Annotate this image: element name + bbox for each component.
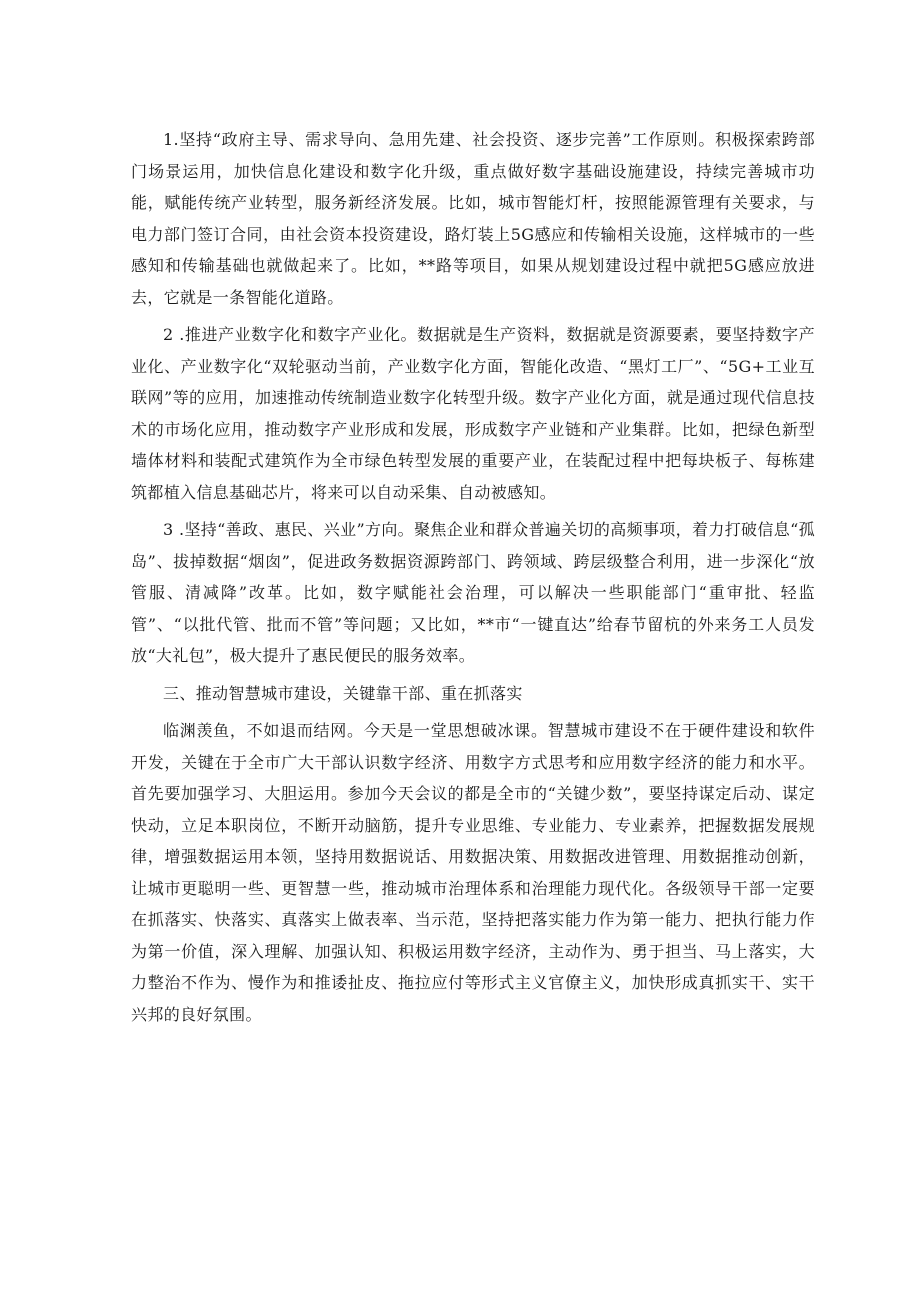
section-heading: 三、推动智慧城市建设，关键靠干部、重在抓落实 xyxy=(163,683,523,703)
paragraph-4: 临渊羡鱼，不如退而结网。今天是一堂思想破冰课。智慧城市建设不在于硬件建设和软件开发，关键在于全市广大干部认识数字经济、用数字方式思考和应用数字经济的能力和水平。首先要加强学习、大胆运用。参加今天会议的都是全市的“关键少数”，要坚持谋定后动、谋定快动，立足本职岗位，不断开动脑筋，提升专业思维、专业能力、专业素养，把握数据发展规律，增强数据运用本领，坚持用数据说话、用数据决策、用数据改进管理、用数据推动创新，让城市更聪明一些、更智慧一些，推动城市治理体系和治理能力现代化。各级领导干部一定要在抓落实、快落实、真落实上做表率、当示范，坚持把落实能力作为第一能力、把执行能力作为第一价值，深入理解、加强认知、积极运用数字经济，主动作为、勇于担当、马上落实，大力整治不作为、慢作为和推诿扯皮、拖拉应付等形式主义官僚主义，加快形成真抓实干、实干兴邦的良好氛围。 xyxy=(131,721,815,1024)
paragraph-3: 3 .坚持“善政、惠民、兴业”方向。聚焦企业和群众普遍关切的高频事项，着力打破信息“孤岛”、拔掉数据“烟囱”，促进政务数据资源跨部门、跨领域、跨层级整合利用，进一步深化“放管服、清减降”改革。比如，数字赋能社会治理，可以解决一些职能部门“重审批、轻监管”、“以批代管、批而不管”等问题；又比如，**市“一键直达”给春节留杭的外来务工人员发放“大礼包”，极大提升了惠民便民的服务效率。 xyxy=(131,520,815,665)
paragraph-1: 1.坚持“政府主导、需求导向、急用先建、社会投资、逐步完善”工作原则。积极探索跨部门场景运用，加快信息化建设和数字化升级，重点做好数字基础设施建设，持续完善城市功能，赋能传统产业转型，服务新经济发展。比如，城市智能灯杆，按照能源管理有关要求，与电力部门签订合同，由社会资本投资建设，路灯装上5G感应和传输相关设施，这样城市的一些感知和传输基础也就做起来了。比如，**路等项目，如果从规划建设过程中就把5G感应放进去，它就是一条智能化道路。 xyxy=(131,130,815,307)
paragraph-2: 2 .推进产业数字化和数字产业化。数据就是生产资料，数据就是资源要素，要坚持数字产业化、产业数字化“双轮驱动当前，产业数字化方面，智能化改造、“黑灯工厂”、“5G+工业互联网”等的应用，加速推动传统制造业数字化转型升级。数字产业化方面，就是通过现代信息技术的市场化应用，推动数字产业形成和发展，形成数字产业链和产业集群。比如，把绿色新型墙体材料和装配式建筑作为全市绿色转型发展的重要产业，在装配过程中把每块板子、每栋建筑都植入信息基础芯片，将来可以自动采集、自动被感知。 xyxy=(131,325,815,502)
document-body xyxy=(131,124,815,1036)
